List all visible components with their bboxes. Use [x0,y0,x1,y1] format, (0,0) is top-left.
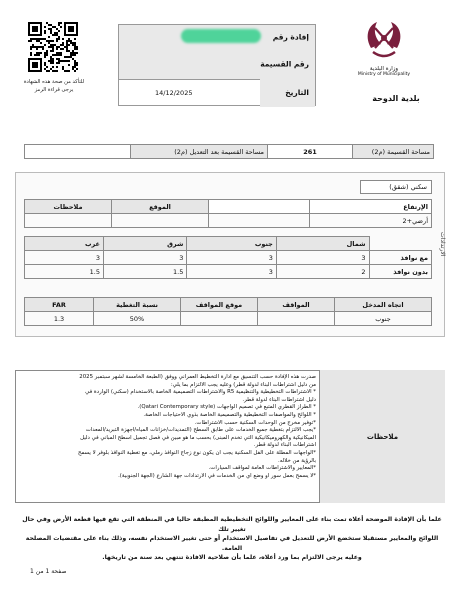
notes-line: *يجب الالتزام بتغطية جميع الخدمات على طابق السطح (التمديدات/خزانات المياه/أجهزة التبريد/المعدات [85,427,316,434]
notes-line: *لا يسمح بعمل سور أو وضع أي من الخدمات في الارتدادات جهة الشارع (الجهة الجنوبية). [118,472,316,479]
date-label: التاريخ [260,79,315,107]
municipality-name: بلدية الدوحة [372,94,420,103]
qr-code [28,22,78,72]
notes-line: الميكانيكية والكهروميكانيكية التي تخدم المبنى) بحسب ما هو مبين في فصل تجميل أسطح المباني في دليل [80,434,316,441]
setback-value: 3 [103,251,186,265]
date-row [119,79,315,107]
location-value [112,214,209,228]
height-header: الإرتفاع [310,200,432,214]
notes-line: اشتراطات البناء لدولة قطر. [253,442,316,449]
setback-value: 2 [276,265,369,279]
ministry-name-ar: وزارة البلدية [369,66,399,72]
notes-line: * الاشتراطات التخطيطية والتنظيمية R5 والاشتراطات التصميمية الخاصة بالاستخدام (سكني) الواردة في [85,389,316,396]
ifada-label: إفادة رقم [272,32,309,42]
page-total: 1 [30,568,34,575]
parking-location-header: موقع المواقف [181,298,258,312]
redacted-value [181,29,261,43]
setback-value: 3 [187,265,276,279]
far-header: FAR [25,298,94,312]
setback-value: 1.5 [103,265,186,279]
notes-line: من دليل اشتراطات البناء لدولة قطر) وعليه يجب الالتزام بما يلي: [170,381,316,388]
notes-line: *المعايير والاشتراطات العامة لمواقف السيارات. [208,465,316,472]
notes-header: ملاحظات [25,200,112,214]
setbacks-side-label: الارتدادات [439,232,446,257]
setback-value: 3 [187,251,276,265]
plot-area-table [24,144,434,159]
plot-area-label: مساحة القسيمة (م2) [353,145,434,159]
setback-value: 3 [276,251,369,265]
location-header: الموقع [112,200,209,214]
parking-header: المواقف [258,298,335,312]
notes-text [20,374,316,480]
notes-line: * اللوائح والمواصفات التخطيطية والتصميمية الخاصة بذوي الاحتياجات الخاصة. [143,411,316,418]
entrance-direction-header: اتجاه المدخل [335,298,432,312]
footer-line: اللوائح والمعايير مستقبلا ستخضع الأرض للتعديل في تفاصيل الاستخدام أو حتى تغيير الاستخدام نفسه، وذلك بناء على مقتضيات المصلحة العامة. [25,535,439,552]
setback-value: 1.5 [25,265,104,279]
coverage-table [24,297,432,326]
footer-line: علما بأن الإفادة الموضحة أعلاه تمت بناء على المعايير واللوائح التخطيطية المطبقة حاليا في المنطقة التي تقع فيها قطعة الأرض وفي حال تغيير تلك [22,516,442,533]
parking-location-value [181,312,258,326]
page-number: 1 [45,568,50,575]
plot-number-row [119,49,315,80]
notes-line: * الطراز القطري المتبع في تصميم الواجهات (Qatari Contemporary style). [137,404,316,411]
setbacks-table [24,236,432,279]
notes-label: ملاحظات [319,370,445,503]
setback-header-west: غرب [25,237,104,251]
notes-line: دليل اشتراطات البناء لدولة قطر. [242,396,316,403]
setbacks-corner [369,237,432,251]
far-value: 1.3 [25,312,94,326]
coverage-value: 50% [94,312,181,326]
header-info-box [118,24,316,106]
setback-header-east: شرق [103,237,186,251]
building-type: سكني (شقق) [360,180,432,194]
notes-line: *الواجهات المطلة على الفل السكنية يجب أن يكون نوع زجاج النوافذ رملي، مع تغطية النوافذ بلوفر لا يسمح [78,449,316,456]
plot-area-value: 261 [268,145,353,159]
qr-note: للتأكد من صحة هذه الشهادة يرجى قراءة الرمز [23,79,85,93]
notes-line: بالرؤية من خلاله. [278,457,316,464]
date-value: 14/12/2025 [155,89,193,97]
notes-value [25,214,112,228]
notes-line: *توفير مخرج من الوحدات السكنية حسب الاشتراطات. [194,419,316,426]
page-of-word: من [35,568,44,575]
page-indicator [30,568,110,575]
height-spacer [209,200,310,214]
footer-disclaimer [20,515,444,563]
height-table [24,199,432,228]
entrance-direction-value: جنوب [335,312,432,326]
parking-value [258,312,335,326]
setback-row-label: مع نوافذ [369,251,432,265]
plot-number-label: رقم القسيمة [260,59,309,69]
page-word: صفحة [51,568,67,575]
setback-header-south: جنوب [187,237,276,251]
ministry-name-en: Ministry of Municipality [357,72,411,77]
ifada-row [119,25,315,50]
height-empty [209,214,310,228]
height-value: أرضي+2 [310,214,432,228]
footer-line: وعليه يرجى الالتزام بما ورد أعلاه، علما بأن صلاحية الافادة تنتهي بعد سنة من تاريخها. [102,554,362,561]
setback-header-north: شمال [276,237,369,251]
setback-row-label: بدون نوافذ [369,265,432,279]
after-mod-value [25,145,131,159]
coverage-header: نسبة التغطية [94,298,181,312]
setback-value: 3 [25,251,104,265]
notes-line: صدرت هذه الإفادة حسب التنسيق مع ادارة التخطيط العمراني ووفق (الطبعة الخامسة لشهر سبتمبر 2025 [79,374,316,380]
after-mod-label: مساحة القسيمة بعد التعديل (م2) [131,145,268,159]
